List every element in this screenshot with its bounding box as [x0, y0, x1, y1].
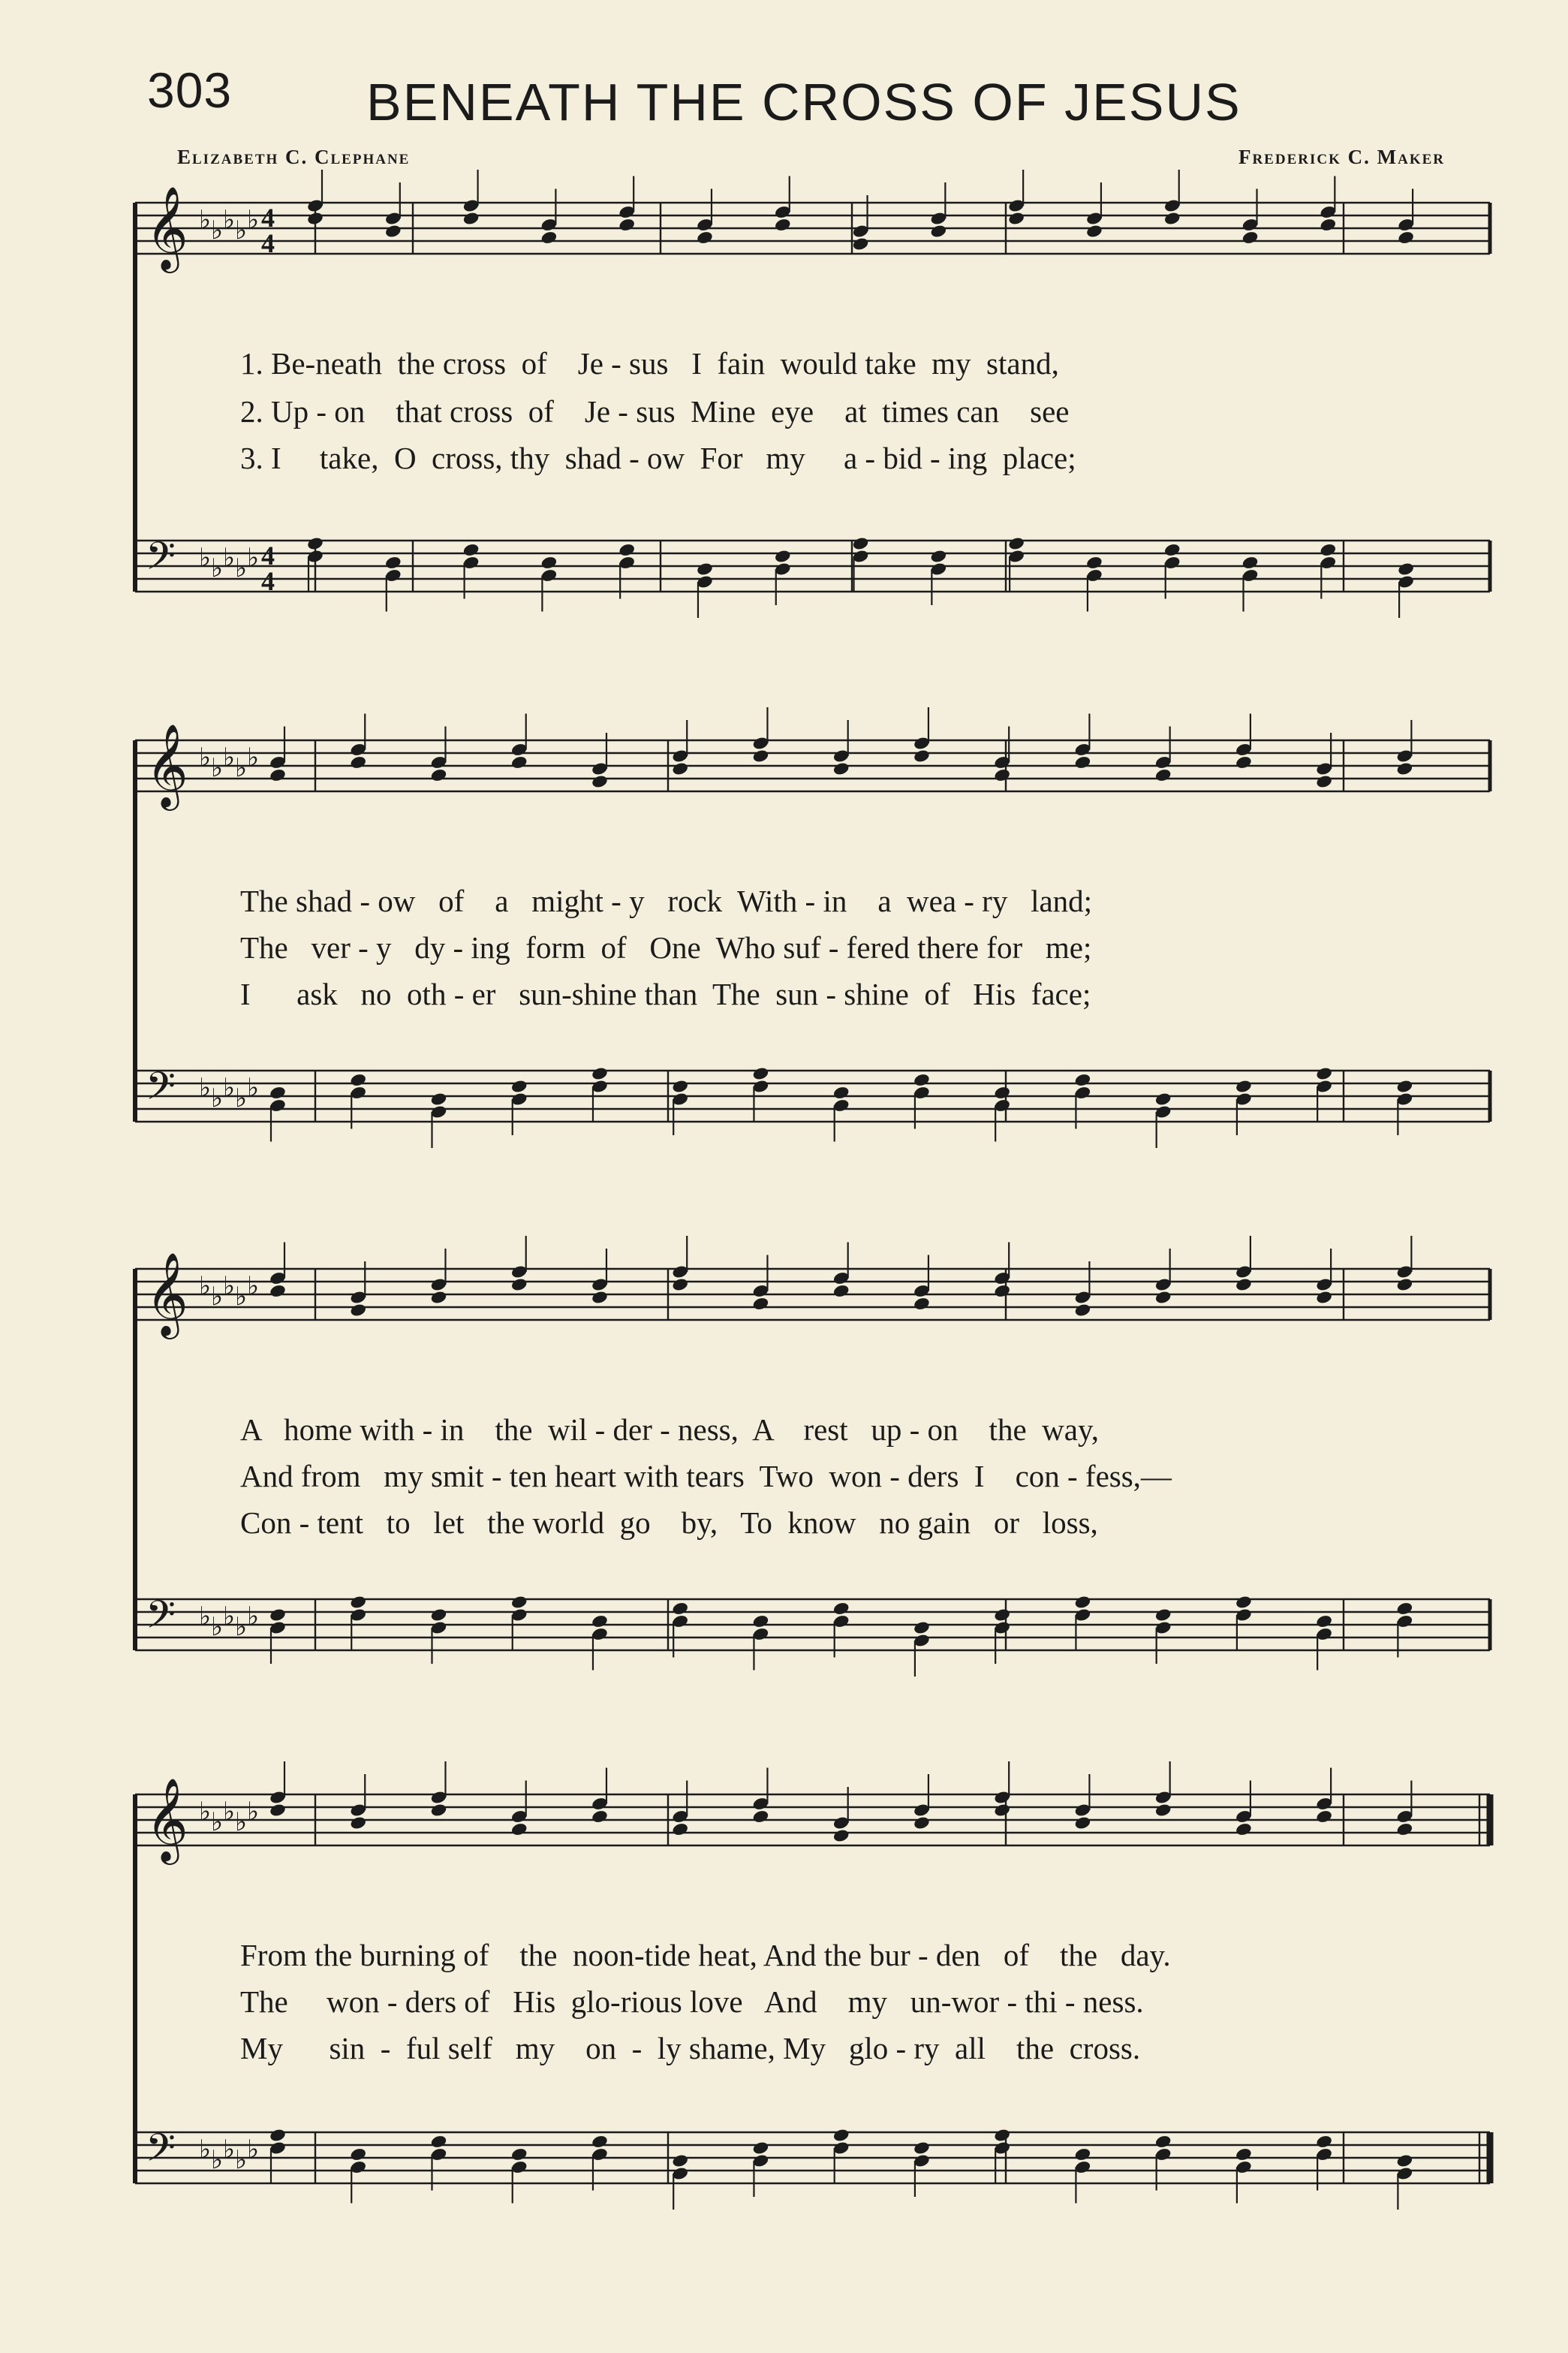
bass-clef-icon: 𝄢	[146, 533, 176, 588]
flat-icon: ♭	[211, 553, 224, 583]
note-head	[1320, 543, 1338, 558]
note-head	[1154, 1607, 1172, 1622]
lyric-line: The ver - y dy - ing form of One Who suf - fered there for me;	[240, 930, 1092, 965]
flat-icon: ♭	[235, 553, 248, 583]
bass-clef-icon: 𝄢	[146, 2125, 176, 2180]
note-head	[752, 1066, 770, 1081]
note-head	[832, 1086, 850, 1101]
note-head	[269, 1086, 287, 1101]
flat-icon: ♭	[199, 205, 212, 235]
note-head	[1007, 536, 1025, 551]
note-head	[913, 1297, 931, 1312]
note-head	[430, 1607, 448, 1622]
lyric-line: 2. Up - on that cross of Je - sus Mine eye at times can see	[240, 394, 1070, 429]
note-head	[430, 768, 448, 783]
note-head	[510, 755, 528, 770]
note-head	[774, 218, 792, 233]
note-head	[671, 761, 689, 776]
note-head	[1074, 1073, 1092, 1088]
note-head	[1085, 224, 1103, 239]
flat-icon: ♭	[211, 1612, 224, 1642]
note-head	[349, 1303, 367, 1318]
bass-clef-icon: 𝄢	[146, 1063, 176, 1118]
note-head	[832, 2128, 850, 2143]
lyric-line: The shad - ow of a might - y rock With - in a wea - ry land;	[240, 884, 1093, 918]
note-head	[510, 1595, 528, 1610]
note-head	[1235, 1822, 1253, 1837]
lyric-line: From the burning of the noon-tide heat, And the bur - den of the day.	[240, 1938, 1171, 1972]
flat-icon: ♭	[235, 753, 248, 783]
note-head	[1315, 1809, 1333, 1824]
note-head	[752, 1809, 770, 1824]
note-head	[832, 1601, 850, 1616]
note-head	[930, 549, 948, 564]
note-head	[269, 1607, 287, 1622]
flat-icon: ♭	[199, 2135, 212, 2165]
note-head	[618, 218, 636, 233]
flat-icon: ♭	[247, 1073, 260, 1103]
lyric-line: I ask no oth - er sun-shine than The sun - shine of His face;	[240, 977, 1091, 1011]
note-head	[591, 1066, 609, 1081]
note-head	[1396, 1079, 1414, 1094]
note-head	[1074, 1303, 1092, 1318]
lyric-line: A home with - in the wil - der - ness, A rest up - on the way,	[240, 1412, 1100, 1447]
lyric-line: Con - tent to let the world go by, To know no gain or loss,	[240, 1505, 1098, 1540]
note-head	[993, 1607, 1011, 1622]
note-head	[384, 556, 402, 571]
note-head	[349, 1595, 367, 1610]
note-head	[832, 761, 850, 776]
note-head	[1315, 1066, 1333, 1081]
note-head	[384, 224, 402, 239]
treble-clef-icon: 𝄞	[146, 185, 188, 270]
time-signature-bottom: 4	[261, 566, 275, 596]
note-head	[671, 1822, 689, 1837]
note-head	[993, 1284, 1011, 1299]
treble-clef-icon: 𝄞	[146, 723, 188, 807]
time-signature-bottom: 4	[261, 228, 275, 258]
note-head	[671, 1277, 689, 1292]
note-head	[591, 1809, 609, 1824]
flat-icon: ♭	[199, 1271, 212, 1301]
note-head	[1320, 218, 1338, 233]
note-head	[993, 768, 1011, 783]
note-head	[752, 1614, 770, 1629]
note-head	[993, 1086, 1011, 1101]
lyric-line: 1. Be-neath the cross of Je - sus I fain would take my stand,	[240, 346, 1059, 381]
note-head	[993, 2128, 1011, 2143]
note-head	[430, 1092, 448, 1107]
note-head	[913, 1073, 931, 1088]
note-head	[1396, 2153, 1414, 2168]
note-head	[671, 2153, 689, 2168]
note-head	[1241, 230, 1260, 246]
note-head	[832, 1828, 850, 1843]
note-head	[591, 1614, 609, 1629]
flat-icon: ♭	[211, 1083, 224, 1113]
note-head	[540, 556, 558, 571]
note-head	[1154, 1092, 1172, 1107]
lyric-line: 3. I take, O cross, thy shad - ow For my a - bid - ing place;	[240, 441, 1076, 475]
flat-icon: ♭	[199, 543, 212, 573]
flat-icon: ♭	[223, 1073, 236, 1103]
note-head	[269, 1803, 287, 1818]
note-head	[510, 1277, 528, 1292]
note-head	[510, 1079, 528, 1094]
flat-icon: ♭	[247, 1271, 260, 1301]
note-head	[913, 1815, 931, 1830]
composer-credit: Frederick C. Maker	[1238, 146, 1445, 168]
note-head	[930, 224, 948, 239]
flat-icon: ♭	[223, 1601, 236, 1631]
flat-icon: ♭	[223, 543, 236, 573]
note-head	[540, 230, 558, 246]
note-head	[269, 768, 287, 783]
note-head	[1396, 1822, 1414, 1837]
note-head	[1396, 1277, 1414, 1292]
note-head	[1007, 211, 1025, 226]
flat-icon: ♭	[199, 1073, 212, 1103]
flat-icon: ♭	[235, 1807, 248, 1837]
note-head	[430, 2135, 448, 2150]
bass-clef-icon: 𝄢	[146, 1592, 176, 1646]
author-credit: Elizabeth C. Clephane	[177, 146, 411, 168]
note-head	[1315, 1290, 1333, 1305]
note-head	[1235, 1277, 1253, 1292]
note-head	[1074, 1595, 1092, 1610]
note-head	[671, 1079, 689, 1094]
flat-icon: ♭	[211, 1282, 224, 1312]
flat-icon: ♭	[235, 2145, 248, 2175]
flat-icon: ♭	[223, 205, 236, 235]
flat-icon: ♭	[223, 1271, 236, 1301]
note-head	[1163, 211, 1181, 226]
flat-icon: ♭	[235, 215, 248, 246]
note-head	[852, 536, 870, 551]
note-head	[462, 543, 480, 558]
flat-icon: ♭	[211, 2145, 224, 2175]
note-head	[462, 211, 480, 226]
note-head	[591, 1290, 609, 1305]
note-head	[1241, 556, 1260, 571]
flat-icon: ♭	[235, 1083, 248, 1113]
note-head	[1163, 543, 1181, 558]
note-head	[913, 1620, 931, 1635]
note-head	[306, 211, 324, 226]
flat-icon: ♭	[199, 743, 212, 773]
note-head	[1235, 1079, 1253, 1094]
note-head	[913, 2141, 931, 2156]
note-head	[1315, 1614, 1333, 1629]
note-head	[774, 549, 792, 564]
lyric-line: The won - ders of His glo-rious love And my un-wor - thi - ness.	[240, 1984, 1144, 2019]
note-head	[269, 1284, 287, 1299]
note-head	[1074, 755, 1092, 770]
note-head	[1315, 774, 1333, 789]
note-head	[1085, 556, 1103, 571]
lyric-line: And from my smit - ten heart with tears Two won - ders I con - fess,—	[240, 1459, 1172, 1493]
time-signature-top: 4	[261, 203, 275, 233]
flat-icon: ♭	[235, 1282, 248, 1312]
flat-icon: ♭	[247, 205, 260, 235]
note-head	[1235, 1595, 1253, 1610]
note-head	[1235, 755, 1253, 770]
note-head	[1235, 2147, 1253, 2162]
note-head	[618, 543, 636, 558]
note-head	[510, 2147, 528, 2162]
note-head	[306, 536, 324, 551]
note-head	[1397, 562, 1415, 577]
note-head	[1397, 230, 1415, 246]
note-head	[752, 2141, 770, 2156]
hymn-number: 303	[147, 62, 233, 118]
note-head	[1396, 761, 1414, 776]
note-head	[696, 230, 714, 246]
note-head	[1154, 1290, 1172, 1305]
flat-icon: ♭	[211, 753, 224, 783]
note-head	[1074, 1815, 1092, 1830]
flat-icon: ♭	[199, 1797, 212, 1827]
flat-icon: ♭	[247, 2135, 260, 2165]
treble-clef-icon: 𝄞	[146, 1777, 188, 1861]
time-signature-top: 4	[261, 541, 275, 571]
note-head	[591, 774, 609, 789]
note-head	[349, 1073, 367, 1088]
hymn-title: BENEATH THE CROSS OF JESUS	[366, 73, 1241, 131]
flat-icon: ♭	[247, 743, 260, 773]
flat-icon: ♭	[223, 1797, 236, 1827]
note-head	[430, 1290, 448, 1305]
note-head	[1396, 1601, 1414, 1616]
note-head	[913, 749, 931, 764]
flat-icon: ♭	[247, 543, 260, 573]
note-head	[1154, 768, 1172, 783]
flat-icon: ♭	[247, 1601, 260, 1631]
note-head	[752, 749, 770, 764]
flat-icon: ♭	[247, 1797, 260, 1827]
flat-icon: ♭	[223, 2135, 236, 2165]
note-head	[752, 1297, 770, 1312]
note-head	[993, 1803, 1011, 1818]
note-head	[1154, 1803, 1172, 1818]
note-head	[510, 1822, 528, 1837]
note-head	[591, 2135, 609, 2150]
note-head	[349, 2147, 367, 2162]
note-head	[832, 1284, 850, 1299]
flat-icon: ♭	[211, 1807, 224, 1837]
note-head	[1154, 2135, 1172, 2150]
lyric-line: My sin - ful self my on - ly shame, My glo - ry all the cross.	[240, 2031, 1141, 2065]
note-head	[696, 562, 714, 577]
note-head	[852, 237, 870, 252]
note-head	[671, 1601, 689, 1616]
note-head	[269, 2128, 287, 2143]
flat-icon: ♭	[223, 743, 236, 773]
flat-icon: ♭	[235, 1612, 248, 1642]
treble-clef-icon: 𝄞	[146, 1252, 188, 1336]
flat-icon: ♭	[211, 215, 224, 246]
note-head	[349, 1815, 367, 1830]
note-head	[430, 1803, 448, 1818]
note-head	[1315, 2135, 1333, 2150]
note-head	[1074, 2147, 1092, 2162]
flat-icon: ♭	[199, 1601, 212, 1631]
note-head	[349, 755, 367, 770]
